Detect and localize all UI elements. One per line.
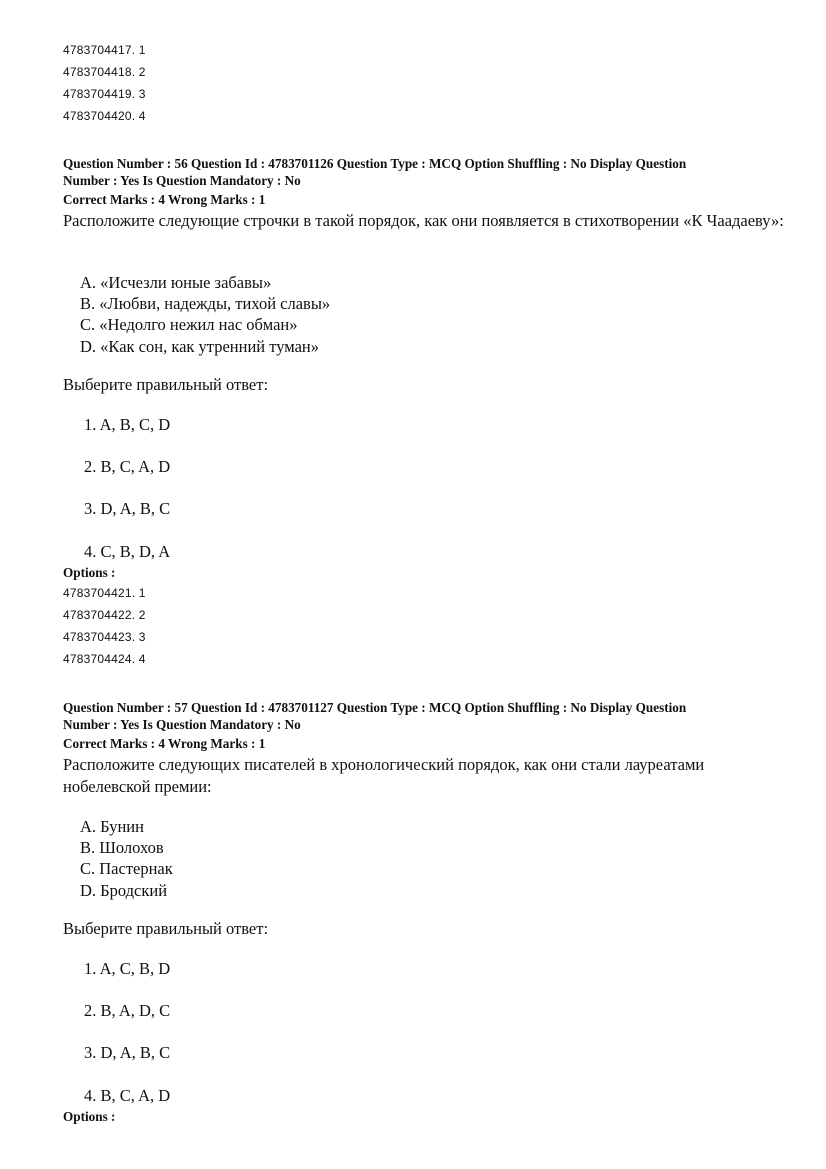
q56-option-id-4: 4783704424. 4 <box>63 652 146 666</box>
q56-item-d: D. «Как сон, как утренний туман» <box>80 337 319 356</box>
prev-option-id-4: 4783704420. 4 <box>63 109 146 123</box>
q57-answer-3: 3. D, A, B, C <box>84 1043 171 1062</box>
q56-answer-3: 3. D, A, B, C <box>84 499 171 518</box>
q56-option-id-3: 4783704423. 3 <box>63 630 146 644</box>
q57-answer-2: 2. B, A, D, C <box>84 1001 171 1020</box>
q57-meta-line-2: Number : Yes Is Question Mandatory : No <box>63 717 301 732</box>
q56-option-id-1: 4783704421. 1 <box>63 586 146 600</box>
q56-options-label: Options : <box>63 565 116 580</box>
q57-question-stem: Расположите следующих писателей в хронологический порядок, как они стали лауреатами нобелевской премии: <box>63 755 705 796</box>
q56-meta-line-2: Number : Yes Is Question Mandatory : No <box>63 173 301 188</box>
q57-answer-1: 1. A, C, B, D <box>84 959 171 978</box>
q56-choose-prompt: Выберите правильный ответ: <box>63 375 269 394</box>
prev-option-id-3: 4783704419. 3 <box>63 87 146 101</box>
prev-option-id-1: 4783704417. 1 <box>63 43 146 57</box>
q56-meta-line-1: Question Number : 56 Question Id : 4783701126 Question Type : MCQ Option Shuffling : No Display Question <box>63 156 687 171</box>
q56-answer-4: 4. C, B, D, A <box>84 542 171 561</box>
q57-answer-4: 4. B, C, A, D <box>84 1086 171 1105</box>
q57-item-b: B. Шолохов <box>80 838 164 857</box>
q57-item-c: C. Пастернак <box>80 859 173 878</box>
q56-item-b: B. «Любви, надежды, тихой славы» <box>80 294 331 313</box>
q57-choose-prompt: Выберите правильный ответ: <box>63 919 269 938</box>
q57-item-d: D. Бродский <box>80 881 168 900</box>
q56-item-a: A. «Исчезли юные забавы» <box>80 273 272 292</box>
q56-marks: Correct Marks : 4 Wrong Marks : 1 <box>63 192 266 207</box>
prev-option-id-2: 4783704418. 2 <box>63 65 146 79</box>
q56-item-c: C. «Недолго нежил нас обман» <box>80 315 298 334</box>
q56-answer-2: 2. B, C, A, D <box>84 457 171 476</box>
q56-answer-1: 1. A, B, C, D <box>84 415 171 434</box>
q57-marks: Correct Marks : 4 Wrong Marks : 1 <box>63 736 266 751</box>
q57-options-label: Options : <box>63 1109 116 1124</box>
q57-meta-line-1: Question Number : 57 Question Id : 4783701127 Question Type : MCQ Option Shuffling : No Display Question <box>63 700 687 715</box>
q56-question-stem: Расположите следующие строчки в такой порядок, как они появляется в стихотворении «К Чаадаеву»: <box>63 211 784 230</box>
q56-option-id-2: 4783704422. 2 <box>63 608 146 622</box>
q57-item-a: A. Бунин <box>80 817 144 836</box>
